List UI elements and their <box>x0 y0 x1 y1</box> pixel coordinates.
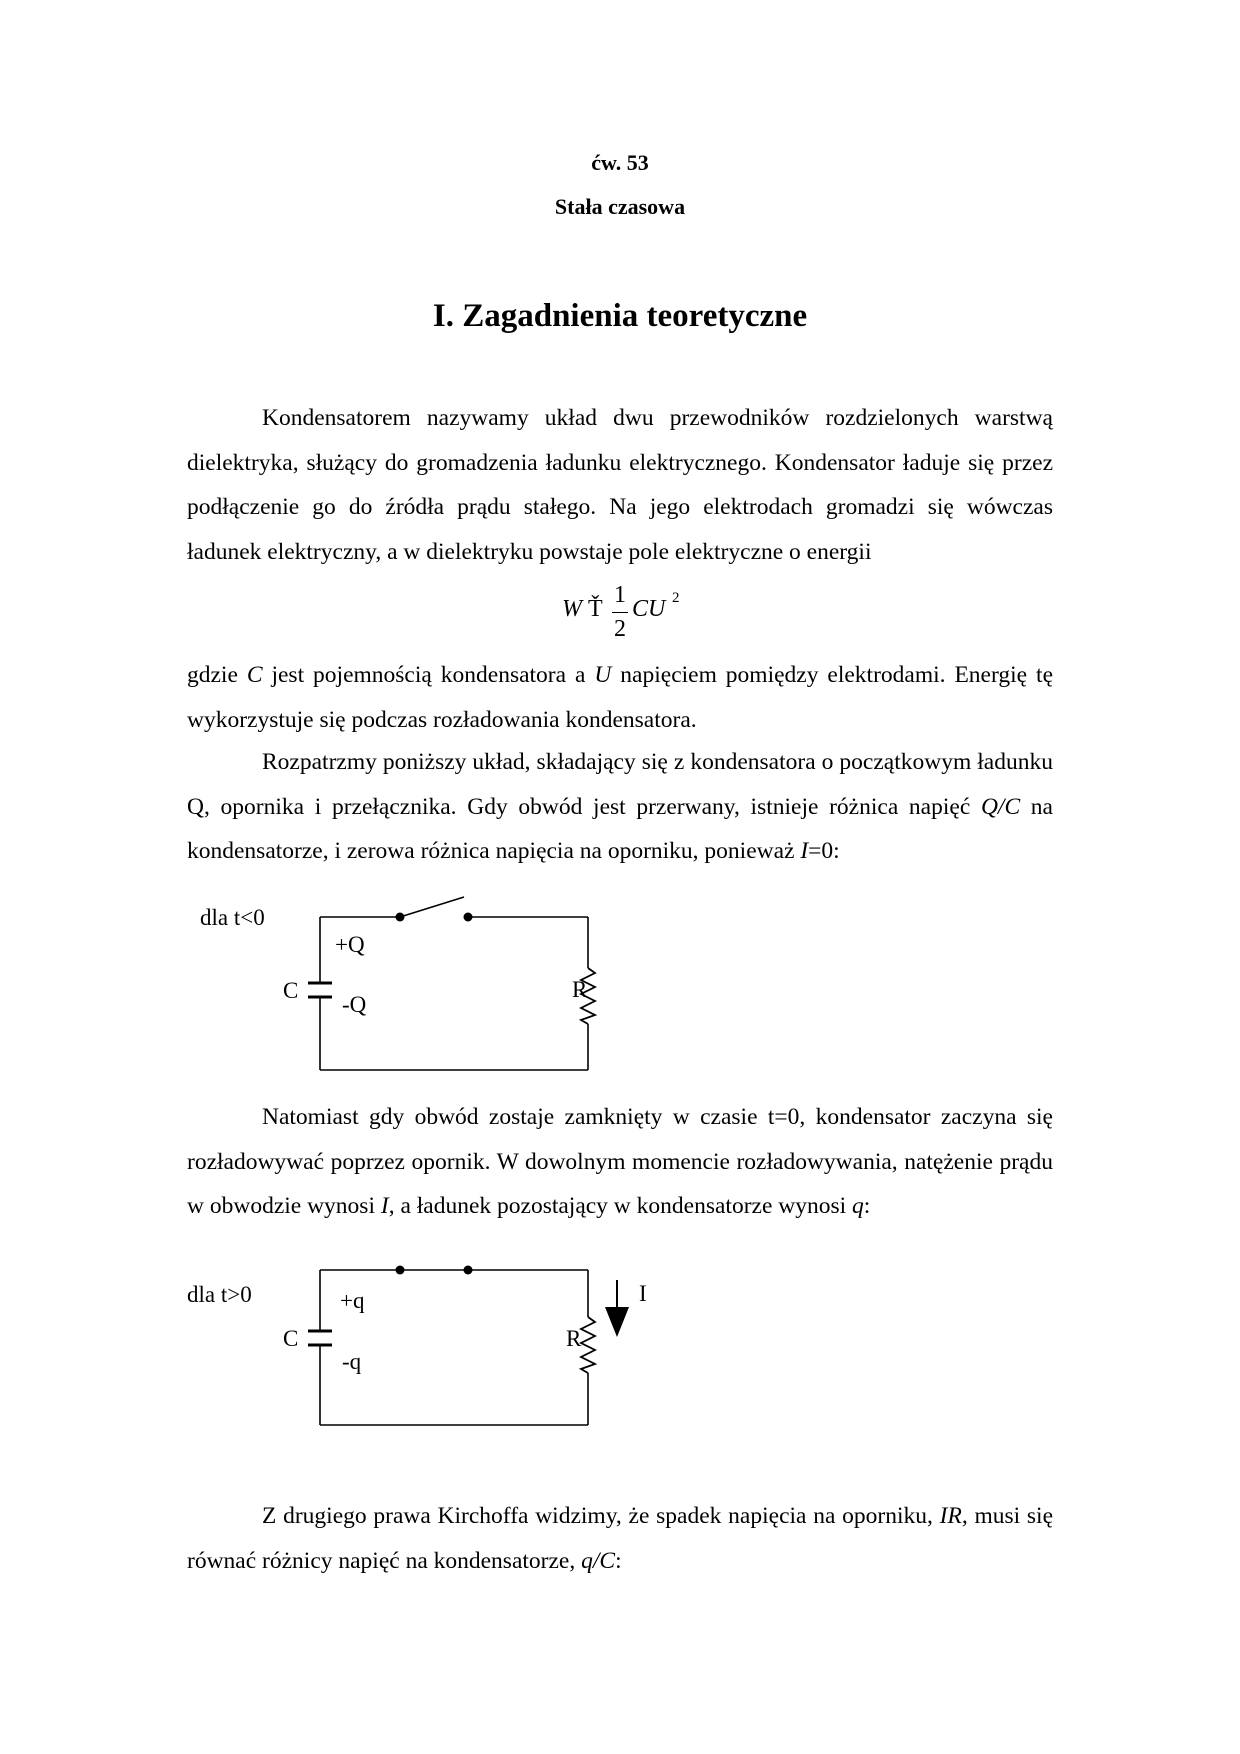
symbol-i: I <box>800 838 809 864</box>
paragraph-capacitor-definition: Kondensatorem nazywamy układ dwu przewodników rozdzielonych warstwą dielektryka, służący do gromadzenia ładunku elektrycznego. Kondensator ładuje się przez podłączenie go do źródła prądu stałego. Na jego elektrodach gromadzi się wówczas ładunek elektryczny, a w dielektryku powstaje pole elektryczne o energii <box>187 405 1053 565</box>
symbol-ir: IR <box>939 1503 962 1529</box>
paragraph-open-circuit: Rozpatrzmy poniższy układ, składający się z kondensatora o początkowym ładunku Q, opornika i przełącznika. Gdy obwód jest przerwany, istnieje różnica napięć Q/C na kondensatorze, i zerowa różnica napięcia na oporniku, ponieważ I=0: <box>187 749 1053 864</box>
charge-minus-label: -Q <box>342 992 367 1017</box>
section-heading: I. Zagadnienia teoretyczne <box>432 298 808 334</box>
capacitor-label: C <box>283 1326 299 1351</box>
paragraph-kirchhoff: Z drugiego prawa Kirchoffa widzimy, że spadek napięcia na oporniku, IR, musi się równać różnicy napięć na kondensatorze, q/C: <box>187 1503 1053 1574</box>
formula-lhs: W <box>562 596 582 622</box>
resistor-symbol <box>581 1317 595 1373</box>
exercise-number: ćw. 53 <box>591 150 649 175</box>
exercise-title: Stała czasowa <box>554 194 686 219</box>
capacitor-symbol <box>308 983 332 997</box>
formula-denominator: 2 <box>614 616 626 642</box>
resistor-label: R <box>566 1326 582 1351</box>
formula-operator: Ť <box>588 596 603 622</box>
paragraph-discharge: Natomiast gdy obwód zostaje zamknięty w czasie t=0, kondensator zaczyna się rozładowywać poprzez opornik. W dowolnym momencie rozładowywania, natężenie prądu w obwodzie wynosi I, a ładunek pozostający w kondensatorze wynosi q: <box>187 1104 1053 1219</box>
circuit-time-label: dla t<0 <box>200 905 265 930</box>
circuit-time-label: dla t>0 <box>187 1282 252 1307</box>
fraction-bar <box>612 612 628 613</box>
current-label: I <box>639 1281 647 1306</box>
symbol-q: q <box>852 1193 864 1219</box>
open-switch <box>396 897 473 922</box>
charge-minus-label: -q <box>342 1349 362 1374</box>
symbol-c: C <box>246 662 263 688</box>
current-arrow-icon <box>605 1280 629 1337</box>
symbol-q-over-c: Q/C <box>980 793 1021 820</box>
resistor-label: R <box>572 977 588 1002</box>
paragraph-energy-explanation: gdzie C jest pojemnością kondensatora a U napięciem pomiędzy elektrodami. Energię tę wykorzystuje się podczas rozładowania kondensatora. <box>187 662 1054 733</box>
formula-numerator: 1 <box>614 582 626 608</box>
capacitor-label: C <box>283 978 299 1003</box>
energy-formula <box>560 582 700 644</box>
charge-plus-label: +q <box>340 1288 365 1313</box>
circuit-diagram-open <box>0 880 1240 1080</box>
charge-plus-label: +Q <box>335 932 365 957</box>
symbol-i: I <box>380 1193 389 1219</box>
capacitor-symbol <box>308 1331 332 1345</box>
symbol-u: U <box>594 662 612 688</box>
formula-rhs: CU <box>632 596 666 622</box>
formula-exponent: 2 <box>672 590 680 606</box>
symbol-q-over-c: q/C <box>581 1547 616 1574</box>
circuit-diagram-closed <box>0 1245 1240 1445</box>
